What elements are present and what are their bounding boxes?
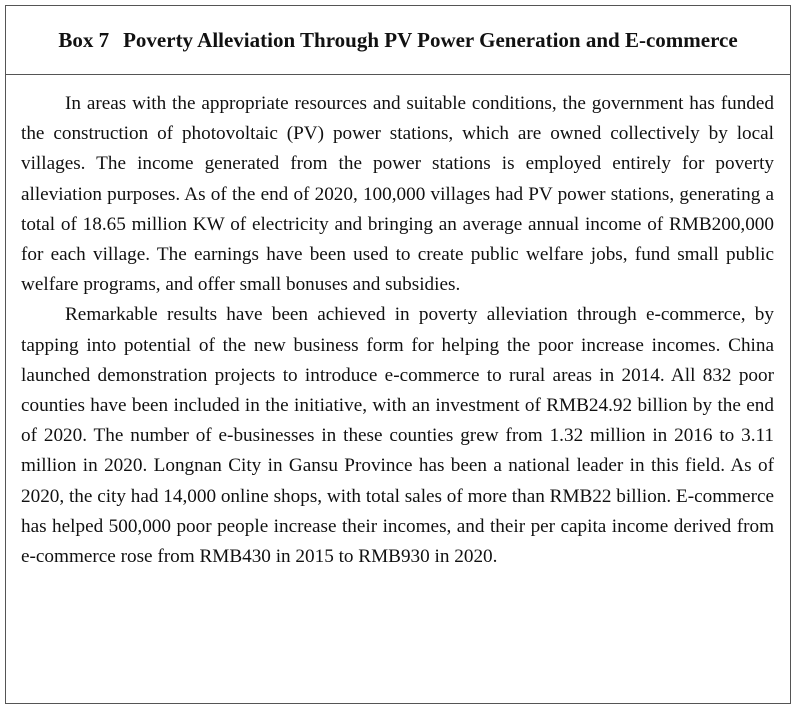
box-label: Box 7 [58, 27, 110, 52]
paragraph-pv-power: In areas with the appropriate resources and suitable conditions, the government has funded the construction of photovoltaic (PV) power stations, which are owned collectively by local villages. The income generated from the power stations is employed entirely for poverty alleviation purposes. As of the end of 2020, 100,000 villages had PV power stations, generating a total of 18.65 million KW of electricity and bringing an average annual income of RMB200,000 for each village. The earnings have been used to create public welfare jobs, fund small public welfare programs, and offer small bonuses and subsidies. [21, 93, 774, 296]
text-box [5, 5, 791, 704]
box-body [6, 75, 790, 572]
box-heading: Poverty Alleviation Through PV Power Generation and E-commerce [123, 27, 738, 52]
box-title [58, 28, 737, 53]
box-header [6, 6, 790, 75]
paragraph-e-commerce: Remarkable results have been achieved in poverty alleviation through e-commerce, by tapping into potential of the new business form for helping the poor increase incomes. China launched demonstration projects to introduce e-commerce to rural areas in 2014. All 832 poor counties have been included in the initiative, with an investment of RMB24.92 billion by the end of 2020. The number of e-businesses in these counties grew from 1.32 million in 2016 to 3.11 million in 2020. Longnan City in Gansu Province has been a national leader in this field. As of 2020, the city had 14,000 online shops, with total sales of more than RMB22 billion. E-commerce has helped 500,000 poor people increase their incomes, and their per capita income derived from e-commerce rose from RMB430 in 2015 to RMB930 in 2020. [21, 304, 774, 568]
